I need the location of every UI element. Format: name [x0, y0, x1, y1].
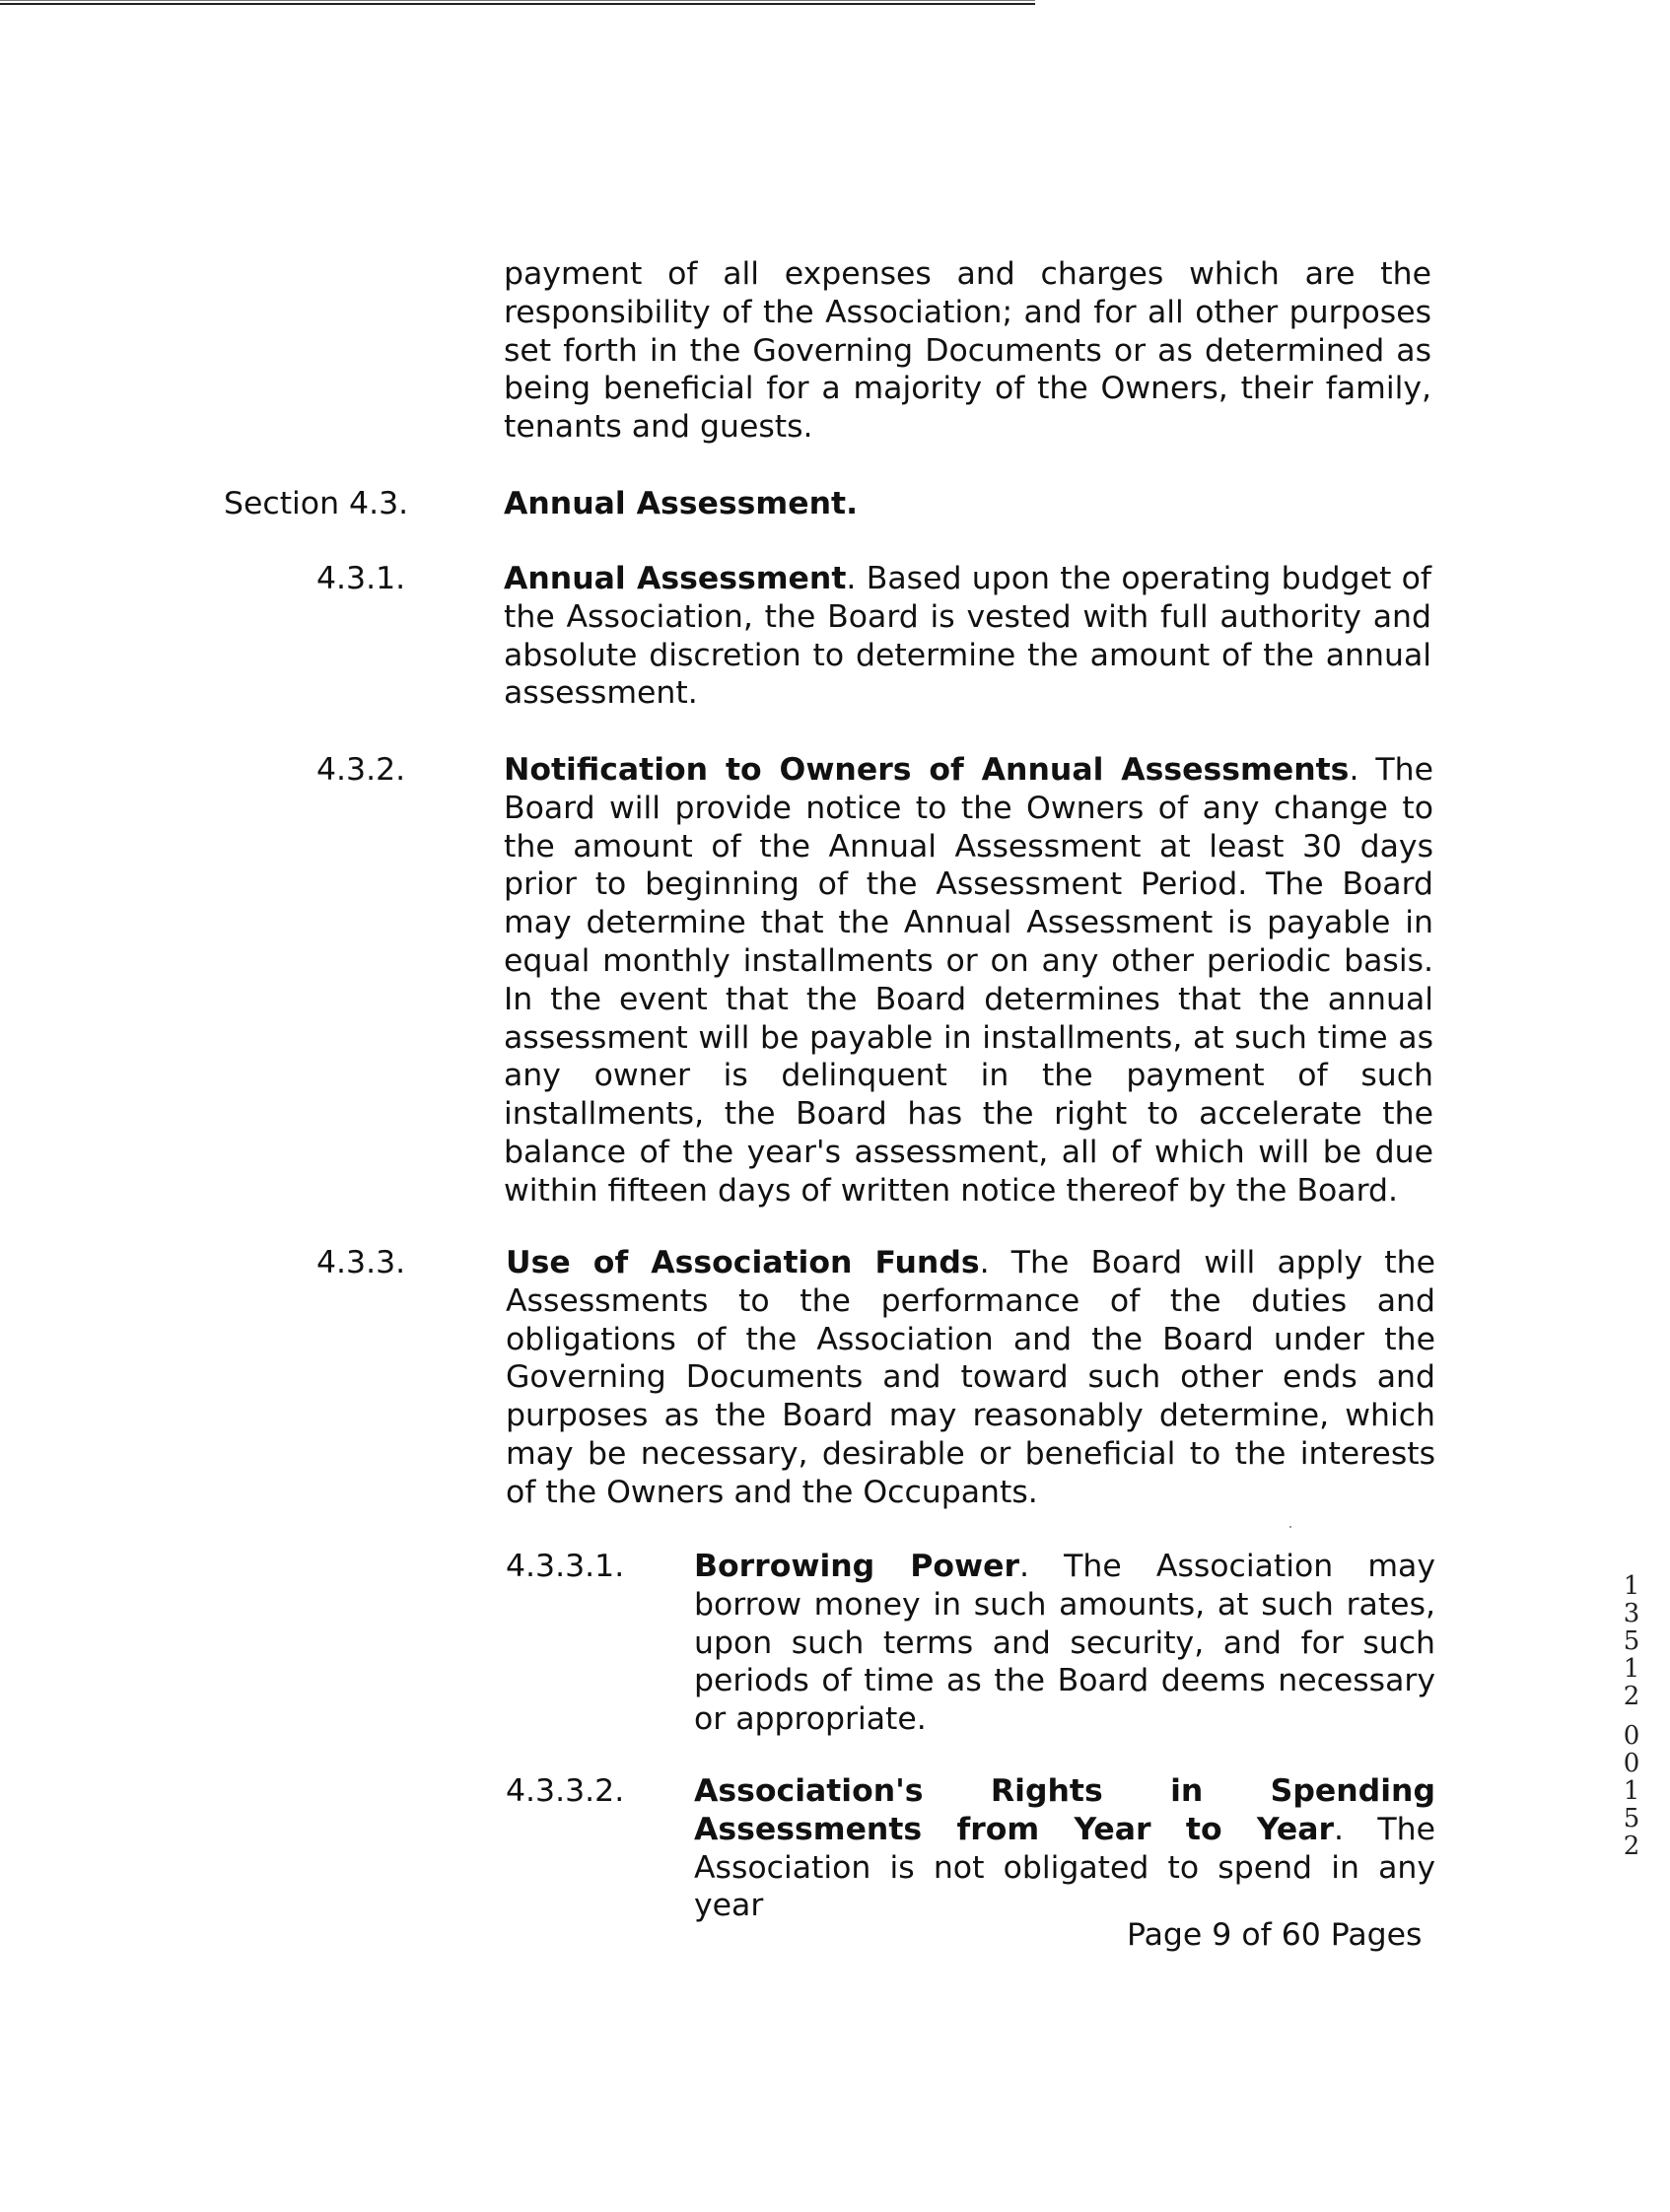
clause-4-3-2-paragraph — [504, 751, 1433, 1210]
stamp-digit: 0 — [1623, 1749, 1640, 1778]
intro-paragraph: payment of all expenses and charges which are the responsibility of the Association; and for all other purposes set forth in the Governing Documents or as determined as being beneficial for a majority of the Owners, their family, tenants and guests. — [504, 256, 1431, 446]
clause-4-3-3-1-heading: Borrowing Power — [694, 1549, 1020, 1584]
clause-4-3-3-1-paragraph — [694, 1548, 1435, 1739]
clause-4-3-1-text: . Based upon the operating budget of the Association, the Board is vested with full authority and absolute discretion to determine the amount of the annual assessment. — [504, 561, 1431, 712]
stamp-digit: 5 — [1623, 1804, 1640, 1833]
stamp-digit: 1 — [1623, 1571, 1640, 1601]
clause-4-3-1-number: 4.3.1. — [316, 561, 406, 596]
clause-4-3-3-heading: Use of Association Funds — [506, 1245, 980, 1280]
stamp-digit: 2 — [1623, 1682, 1640, 1711]
stamp-digit: 1 — [1623, 1654, 1640, 1684]
section-number: Section 4.3. — [224, 486, 409, 521]
stamp-digit: 2 — [1623, 1832, 1640, 1861]
scan-top-rule — [0, 3, 1035, 5]
page-footer: Page 9 of 60 Pages — [1127, 1917, 1423, 1953]
section-title-text: Annual Assessment. — [504, 486, 859, 521]
stamp-digit: 1 — [1623, 1776, 1640, 1806]
clause-4-3-3-text: . The Board will apply the Assessments to the performance of the duties and obligations of the Association and the Board under the Governing Documents and toward such other ends and purposes as the Board may reasonably determine, which may be necessary, desirable or beneficial to the interests of the Owners and the Occupants. — [506, 1245, 1436, 1510]
clause-4-3-1-paragraph — [504, 560, 1431, 713]
clause-4-3-2-text: . The Board will provide notice to the Owners of any change to the amount of the Annual Assessment at least 30 days prior to beginning of the Assessment Period. The Board may determine that the Annual Assessment is payable in equal monthly installments or on any other periodic basis. In the event that the Board determines that the annual assessment will be payable in installments, at such time as any owner is delinquent in the payment of such installments, the Board has the right to accelerate the balance of the year's assessment, all of which will be due within fifteen days of written notice thereof by the Board. — [504, 752, 1433, 1209]
clause-4-3-2-heading: Notification to Owners of Annual Assessments — [504, 752, 1350, 788]
scan-edge-line — [0, 0, 1035, 1]
clause-4-3-1-heading: Annual Assessment — [504, 561, 847, 596]
clause-4-3-2-number: 4.3.2. — [316, 752, 406, 788]
clause-4-3-3-2-heading: Association's Rights in Spending Assessments from Year to Year — [694, 1773, 1435, 1847]
stamp-digit: 5 — [1623, 1626, 1640, 1656]
clause-4-3-3-2-text: . The Association is not obligated to spend in any year — [694, 1811, 1435, 1924]
clause-4-3-3-2-number: 4.3.3.2. — [506, 1773, 625, 1809]
clause-4-3-3-number: 4.3.3. — [316, 1245, 406, 1280]
stamp-digit: 0 — [1623, 1721, 1640, 1751]
clause-4-3-3-1-text: . The Association may borrow money in such amounts, at such rates, upon such terms and security, and for such periods of time as the Board deems necessary or appropriate. — [694, 1549, 1435, 1738]
side-stamp-number — [1617, 1572, 1646, 1860]
clause-4-3-3-1-number: 4.3.3.1. — [506, 1549, 625, 1584]
clause-4-3-3-paragraph — [506, 1244, 1435, 1512]
scan-speck — [1289, 1526, 1291, 1528]
stamp-digit: 3 — [1623, 1599, 1640, 1628]
section-title — [504, 485, 858, 523]
clause-4-3-3-2-paragraph — [694, 1772, 1435, 1925]
